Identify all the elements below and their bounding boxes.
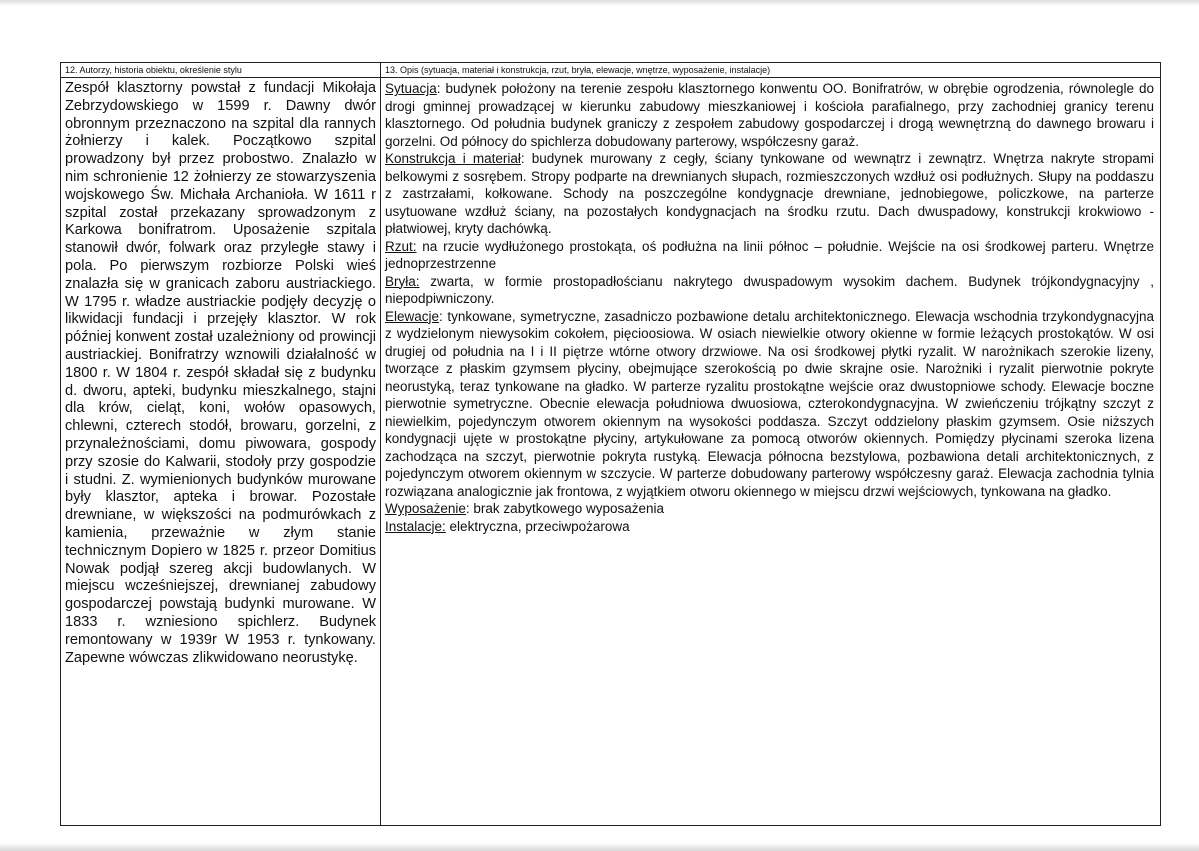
section-installations bbox=[385, 518, 1154, 536]
section-text: elektryczna, przeciwpożarowa bbox=[445, 518, 630, 534]
section-label: Instalacje: bbox=[385, 518, 446, 534]
section-text: zwarta, w formie prostopadłościanu nakrytego dwuspadowym wysokim dachem. Budynek trójkondygnacyjny , niepodpiwniczony. bbox=[385, 273, 1154, 306]
scan-edge-top bbox=[0, 0, 1199, 6]
section-label: Wyposażenie bbox=[385, 501, 466, 516]
history-column bbox=[61, 63, 381, 825]
section-situation bbox=[385, 80, 1154, 150]
description-table bbox=[60, 62, 1161, 826]
section-label: Sytuacja bbox=[385, 81, 437, 96]
section-label: Bryła: bbox=[385, 273, 420, 289]
scan-edge-bottom bbox=[0, 843, 1199, 851]
section-text: na rzucie wydłużonego prostokąta, oś podłużna na linii północ – południe. Wejście na osi środkowej parteru. Wnętrze jednoprzestrzenne bbox=[385, 238, 1154, 271]
description-body bbox=[381, 78, 1160, 535]
section-massing bbox=[385, 273, 1154, 308]
history-header: 12. Autorzy, historia obiektu, określenie stylu bbox=[61, 63, 380, 78]
history-text: Zespół klasztorny powstał z fundacji Mikołaja Zebrzydowskiego w 1599 r. Dawny dwór obronnym przeznaczono na szpital dla rannych żołnierzy i kalek. Początkowo szpital prowadzony był przez probostwo. Znalazło w nim schronienie 12 żołnierzy ze stowarzyszenia wojskowego Św. Michała Archanioła. W 1611 r szpital został przekazany sprowadzonym z Karkowa bonifratrom. Uposażenie szpitala stanowił dwór, folwark oraz przyległe stawy i pola. Po pierwszym rozbiorze Polski wieś znalazła się w granicach zaboru austriackiego. W 1795 r. władze austriackie podjęły decyzję o likwidacji fundacji i przejęły klasztor. W rok później konwent został uzależniony od prowincji austriackiej. Bonifratrzy wznowili działalność w 1800 r. W 1804 r. zespół składał się z budynku d. dworu, apteki, budynku mieszkalnego, stajni dla krów, cieląt, koni, wołów opasowych, chlewni, czterech stodół, browaru, gorzelni, z przynależnościami, domu piwowara, gospody przy szosie do Kalwarii, stodoły przy gospodzie i studni. Z. wymienionych budynków murowane były klasztor, apteka i browar. Pozostałe drewniane, w większości na podmurówkach z kamienia, przeważnie w złym stanie technicznym Dopiero w 1825 r. przeor Domitius Nowak podjął szereg akcji budowlanych. W miejscu wcześniejszej, drewnianej zabudowy gospodarczej powstają budynki murowane. W 1833 r. wzniesiono spichlerz. Budynek remontowany w 1939r W 1953 r. tynkowany. Zapewne wówczas zlikwidowano neorustykę. bbox=[65, 80, 376, 666]
section-plan bbox=[385, 238, 1154, 273]
section-text: : tynkowane, symetryczne, zasadniczo pozbawione detalu architektonicznego. Elewacja wschodnia trzykondygnacyjna z wydzielonym niewysokim cokołem, pięcioosiowa. W osiach niewielkie otwory okienne w formie leżących prostokątów. W osi drugiej od południa na I i II piętrze wtórne otwory drzwiowe. Na osi środkowej płytki ryzalit. W narożnikach szerokie lizeny, tworzące z płaskim gzymsem płyciny, obejmujące szerokością po dwie skrajne osie. Narożniki i ryzalit pierwotnie pokryte neorustyką, teraz tynkowane na gładko. W parterze ryzalitu prostokątne wejście oraz dwustopniowe schody. Elewacje boczne pierwotnie symetryczne. Obecnie elewacja południowa dwuosiowa, czterokondygnacyjna. W zwieńczeniu trójkątny szczyt z niewielkim, pojedynczym otworem okiennym na wysokości poddasza. Szczyt oddzielony płaskim gzymsem. Osie niższych kondygnacji ujęte w prostokątne płyciny, artykułowane za pomocą otworów okiennych. Pomiędzy płycinami szeroka lizena zachodząca na szczyt, pierwotnie pokryta rustyką. Elewacja północna bezstylowa, pozbawiona detali architektonicznych, z pojedynczym otworem okiennym w szczycie. W parterze dobudowany parterowy współczesny garaż. Elewacja zachodnia tylnia rozwiązana analogicznie jak frontowa, z wyjątkiem otworu okiennego w miejscu drzwi wejściowych, tynkowana na gładko. bbox=[385, 308, 1154, 499]
section-label: Elewacje bbox=[385, 308, 440, 324]
section-construction bbox=[385, 150, 1154, 238]
section-furnishings bbox=[385, 500, 1154, 518]
section-text: : budynek murowany z cegły, ściany tynkowane od wewnątrz i zewnątrz. Wnętrza nakryte stropami belkowymi z sosrębem. Stropy podparte na drewnianych słupach, rozmieszczonych wzdłuż osi podłużnych. Słupy na poddaszu z zastrzałami, kołkowane. Schody na poszczególne kondygnacje drewniane, jednobiegowe, policzkowe, na parterze usytuowane wzdłuż ściany, na pozostałych kondygnacjach na środku rzutu. Dach dwuspadowy, konstrukcji krokwiowo -płatwiowej, kryty dachówką. bbox=[385, 151, 1154, 236]
description-column bbox=[381, 63, 1160, 825]
section-label: Konstrukcja i materiał bbox=[385, 151, 521, 166]
section-text: : brak zabytkowego wyposażenia bbox=[465, 501, 665, 516]
section-elevations bbox=[385, 308, 1154, 501]
section-label: Rzut: bbox=[385, 238, 417, 254]
description-header: 13. Opis (sytuacja, materiał i konstrukcja, rzut, bryła, elewacje, wnętrze, wyposażenie, instalacje) bbox=[381, 63, 1160, 78]
section-text: : budynek położony na terenie zespołu klasztornego konwentu OO. Bonifratrów, w obrębie ogrodzenia, równolegle do drogi gminnej prowadzącej w kierunku zabudowy mieszkaniowej i kościoła parafialnego, przy zachodniej granicy terenu klasztornego. Od południa budynek graniczy z zespołem zabudowy gospodarczej i drogą wewnętrzną do dawnego browaru i gorzelni. Od północy do spichlerza dobudowany parterowy, współczesny garaż. bbox=[385, 81, 1154, 149]
